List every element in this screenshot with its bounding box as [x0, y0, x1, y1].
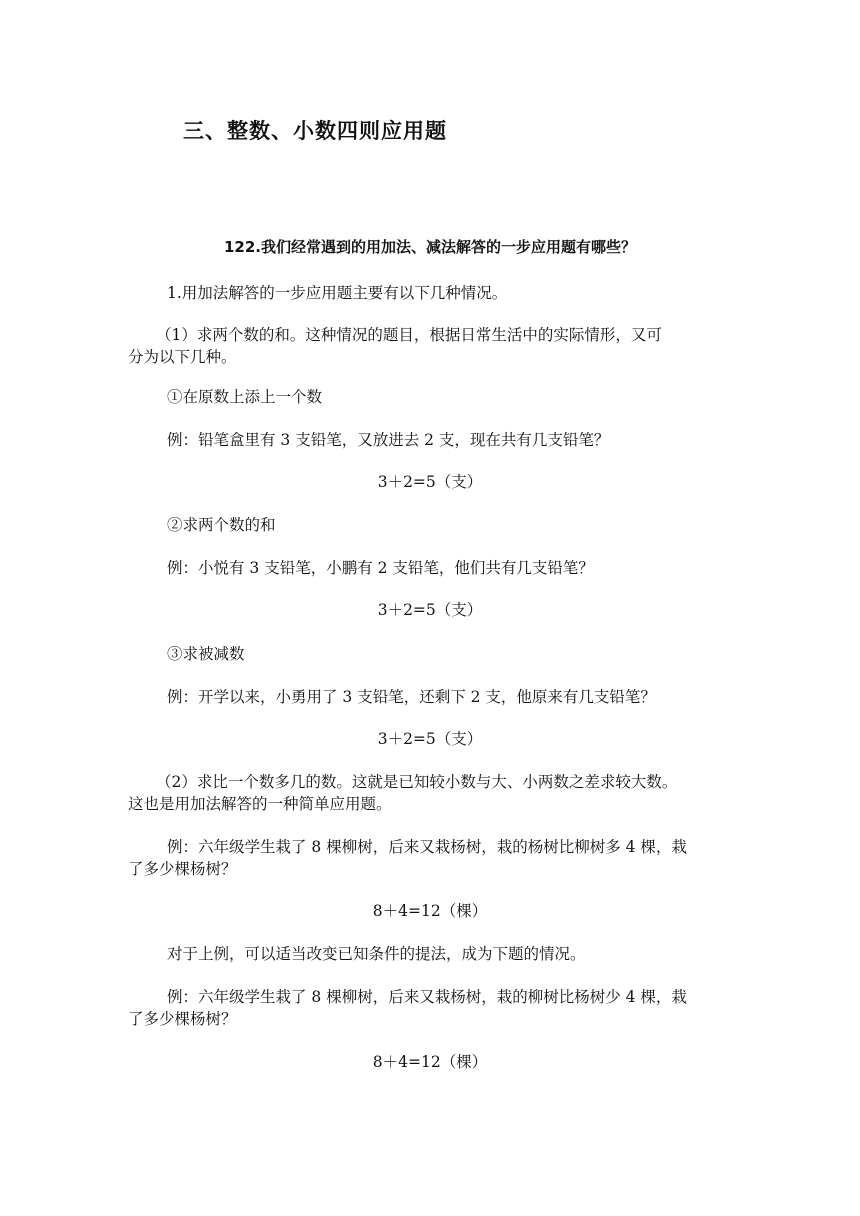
case1-formula: 3＋2=5（支） [377, 473, 483, 491]
case1-title: ①在原数上添上一个数 [167, 388, 323, 406]
case2-title: ②求两个数的和 [167, 516, 276, 534]
example5-line2: 了多少棵杨树？ [128, 1010, 237, 1028]
case3-example: 例：开学以来，小勇用了 3 支铅笔，还剩下 2 支，他原来有几支铅笔？ [167, 688, 656, 706]
paragraph-restate: 对于上例，可以适当改变已知条件的提法，成为下题的情况。 [167, 945, 586, 963]
case2-formula: 3＋2=5（支） [377, 601, 483, 619]
paragraph-more-than-line1: （2）求比一个数多几的数。这就是已知较小数与大、小两数之差求较大数。 [156, 773, 678, 791]
example4-line2: 了多少棵杨树？ [128, 860, 237, 878]
case2-example: 例：小悦有 3 支铅笔，小鹏有 2 支铅笔，他们共有几支铅笔？ [167, 559, 594, 577]
example5-line1: 例：六年级学生栽了 8 棵柳树，后来又栽杨树，栽的柳树比杨树少 4 棵，栽 [167, 988, 687, 1006]
case1-example: 例：铅笔盒里有 3 支铅笔，又放进去 2 支，现在共有几支铅笔？ [167, 431, 610, 449]
section-title: 122.我们经常遇到的用加法、减法解答的一步应用题有哪些？ [223, 238, 636, 256]
example4-formula: 8＋4=12（棵） [372, 902, 488, 920]
example4-line1: 例：六年级学生栽了 8 棵柳树，后来又栽杨树，栽的杨树比柳树多 4 棵，栽 [167, 838, 687, 856]
example5-formula: 8＋4=12（棵） [372, 1053, 488, 1071]
chapter-title: 三、整数、小数四则应用题 [183, 119, 447, 143]
paragraph-addition-intro: 1.用加法解答的一步应用题主要有以下几种情况。 [167, 284, 508, 302]
case3-title: ③求被减数 [167, 645, 245, 663]
paragraph-more-than-line2: 这也是用加法解答的一种简单应用题。 [128, 795, 392, 813]
case3-formula: 3＋2=5（支） [377, 730, 483, 748]
paragraph-sum-line1: （1）求两个数的和。这种情况的题目，根据日常生活中的实际情形，又可 [156, 326, 662, 344]
paragraph-sum-line2: 分为以下几种。 [128, 348, 237, 366]
